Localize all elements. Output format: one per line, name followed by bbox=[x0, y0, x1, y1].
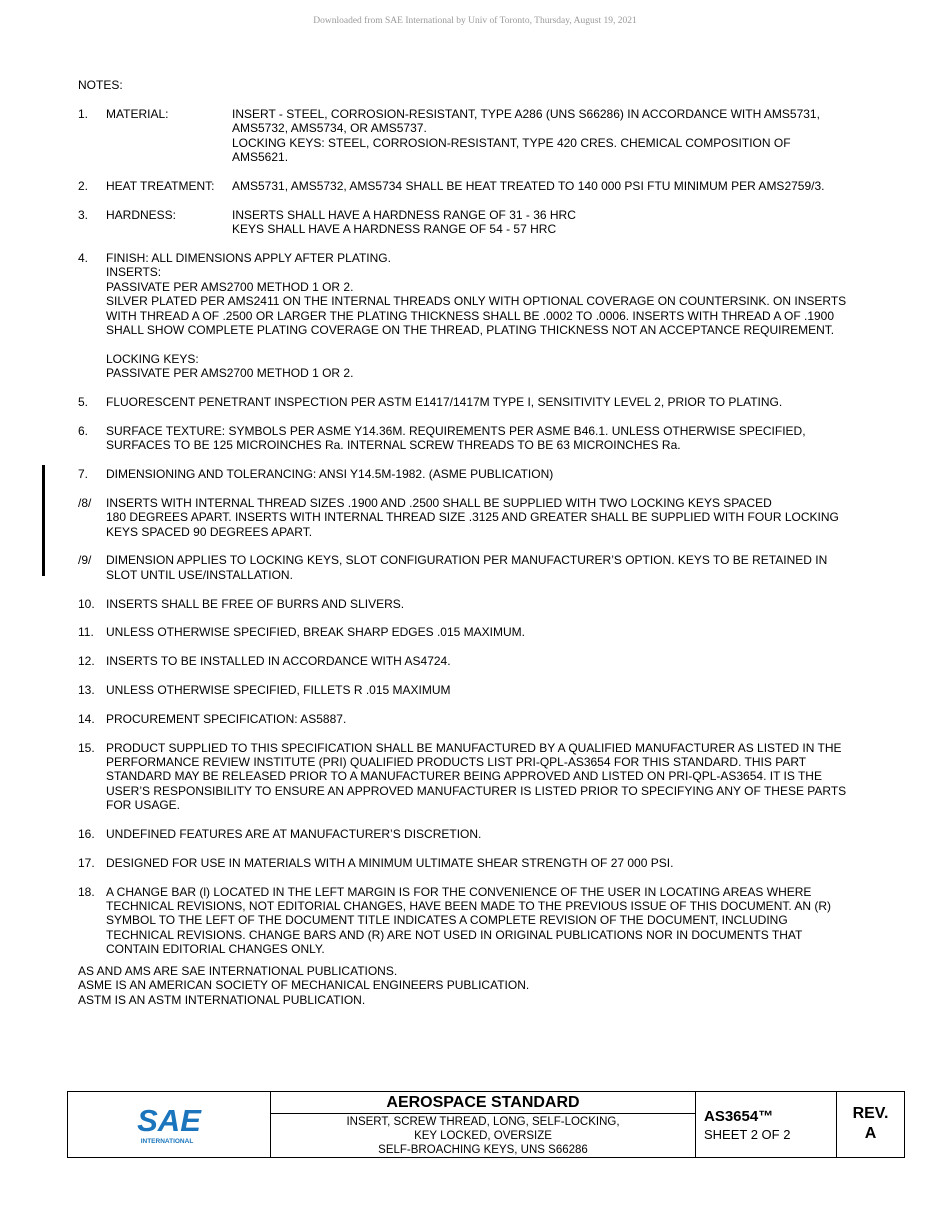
note-label: MATERIAL: bbox=[106, 107, 169, 121]
logo-subtext: INTERNATIONAL bbox=[140, 1137, 194, 1145]
note-line: INSERT - STEEL, CORROSION-RESISTANT, TYPE A286 (UNS S66286) IN ACCORDANCE WITH AMS5731, bbox=[232, 107, 820, 121]
note-line: 180 DEGREES APART. INSERTS WITH INTERNAL THREAD SIZE .3125 AND GREATER SHALL BE SUPPLIED WITH FOUR LOCKING bbox=[106, 510, 839, 525]
note-line: SYMBOL TO THE LEFT OF THE DOCUMENT TITLE INDICATES A COMPLETE REVISION OF THE DOCUMENT, INCLUDING bbox=[106, 913, 788, 928]
note-16 bbox=[78, 827, 883, 841]
note-number: 12. bbox=[78, 654, 95, 669]
note-3 bbox=[78, 208, 883, 237]
note-7 bbox=[78, 467, 883, 481]
note-line: LOCKING KEYS: bbox=[106, 351, 199, 366]
publication-line: ASME IS AN AMERICAN SOCIETY OF MECHANICAL ENGINEERS PUBLICATION. bbox=[78, 978, 530, 993]
description-line: SELF-BROACHING KEYS, UNS S66286 bbox=[378, 1144, 588, 1156]
note-line: AMS5621. bbox=[232, 150, 289, 165]
publication-line: ASTM IS AN ASTM INTERNATIONAL PUBLICATION. bbox=[78, 992, 366, 1007]
revision-value: A bbox=[864, 1125, 877, 1142]
note-line: A CHANGE BAR (l) LOCATED IN THE LEFT MARGIN IS FOR THE CONVENIENCE OF THE USER IN LOCATING AREAS WHERE bbox=[106, 884, 812, 899]
note-number: 4. bbox=[78, 251, 89, 266]
note-number: 2. bbox=[78, 179, 89, 194]
note-13 bbox=[78, 683, 883, 697]
notes-list bbox=[78, 107, 883, 971]
note-number: 6. bbox=[78, 423, 89, 438]
note-line: PERFORMANCE REVIEW INSTITUTE (PRI) QUALIFIED PRODUCTS LIST PRI-QPL-AS3654 FOR THIS STANDARD. THIS PART bbox=[106, 755, 807, 770]
note-10 bbox=[78, 597, 883, 611]
note-line: KEYS SPACED 90 DEGREES APART. bbox=[106, 524, 313, 539]
note-number: 10. bbox=[78, 596, 95, 611]
sheet-number: SHEET 2 OF 2 bbox=[704, 1127, 791, 1142]
note-8 bbox=[78, 496, 883, 539]
note-number: 14. bbox=[78, 711, 95, 726]
note-line: INSERTS TO BE INSTALLED IN ACCORDANCE WITH AS4724. bbox=[106, 654, 451, 669]
note-number: 13. bbox=[78, 683, 95, 698]
description-line: INSERT, SCREW THREAD, LONG, SELF-LOCKING, bbox=[346, 1116, 620, 1128]
sae-logo bbox=[134, 1103, 204, 1147]
logo-cell bbox=[68, 1092, 271, 1157]
note-line: FLUORESCENT PENETRANT INSPECTION PER ASTM E1417/1417M TYPE I, SENSITIVITY LEVEL 2, PRIOR TO PLATING. bbox=[106, 395, 783, 410]
note-line: DESIGNED FOR USE IN MATERIALS WITH A MINIMUM ULTIMATE SHEAR STRENGTH OF 27 000 PSI. bbox=[106, 855, 674, 870]
note-line: SLOT UNTIL USE/INSTALLATION. bbox=[106, 567, 293, 582]
note-1 bbox=[78, 107, 883, 165]
note-number: 17. bbox=[78, 855, 95, 870]
note-line: DIMENSION APPLIES TO LOCKING KEYS, SLOT CONFIGURATION PER MANUFACTURER’S OPTION. KEYS TO BE RETAINED IN bbox=[106, 553, 828, 568]
note-number: 7. bbox=[78, 467, 89, 482]
note-line: FOR USAGE. bbox=[106, 798, 181, 813]
note-15 bbox=[78, 741, 883, 813]
note-18 bbox=[78, 885, 883, 957]
note-line: USER’S RESPONSIBILITY TO ENSURE AN APPROVED MANUFACTURER IS LISTED PRIOR TO SPECIFYING ANY OF THESE PARTS bbox=[106, 783, 847, 798]
note-line: INSERTS SHALL HAVE A HARDNESS RANGE OF 31 - 36 HRC bbox=[232, 207, 576, 222]
note-line: UNDEFINED FEATURES ARE AT MANUFACTURER’S DISCRETION. bbox=[106, 827, 482, 842]
note-number: /9/ bbox=[78, 553, 92, 568]
note-line: TECHNICAL REVISIONS. CHANGE BARS AND (R) ARE NOT USED IN ORIGINAL PUBLICATIONS NOR IN DOCUMENTS THAT bbox=[106, 927, 803, 942]
note-line: AMS5731, AMS5732, AMS5734 SHALL BE HEAT TREATED TO 140 000 PSI FTU MINIMUM PER AMS2759/3. bbox=[232, 179, 825, 194]
note-line: AMS5732, AMS5734, OR AMS5737. bbox=[232, 121, 427, 136]
note-number: 1. bbox=[78, 107, 89, 121]
note-line: PRODUCT SUPPLIED TO THIS SPECIFICATION SHALL BE MANUFACTURED BY A QUALIFIED MANUFACTURER AS LISTED IN THE bbox=[106, 740, 842, 755]
note-line: TECHNICAL REVISIONS, NOT EDITORIAL CHANGES, HAVE BEEN MADE TO THE PREVIOUS ISSUE OF THIS DOCUMENT. AN (R) bbox=[106, 899, 832, 914]
note-line: UNLESS OTHERWISE SPECIFIED, BREAK SHARP EDGES .015 MAXIMUM. bbox=[106, 625, 525, 640]
title-cell bbox=[271, 1092, 696, 1157]
note-2 bbox=[78, 179, 883, 193]
note-line: KEYS SHALL HAVE A HARDNESS RANGE OF 54 - 57 HRC bbox=[232, 222, 557, 237]
note-line: PROCUREMENT SPECIFICATION: AS5887. bbox=[106, 711, 347, 726]
note-line: SHALL SHOW COMPLETE PLATING COVERAGE ON THE THREAD, PLATING THICKNESS NOT AN ACCEPTANCE REQUIREMENT. bbox=[106, 323, 835, 338]
note-line: CONTAIN EDITORIAL CHANGES ONLY. bbox=[106, 942, 325, 957]
note-4 bbox=[78, 251, 883, 381]
note-number: 5. bbox=[78, 395, 89, 410]
note-14 bbox=[78, 712, 883, 726]
description-line: KEY LOCKED, OVERSIZE bbox=[414, 1130, 552, 1142]
publication-line: AS AND AMS ARE SAE INTERNATIONAL PUBLICATIONS. bbox=[78, 964, 398, 978]
note-line: SURFACES TO BE 125 MICROINCHES Ra. INTERNAL SCREW THREADS TO BE 63 MICROINCHES Ra. bbox=[106, 438, 681, 453]
note-17 bbox=[78, 856, 883, 870]
note-line: PASSIVATE PER AMS2700 METHOD 1 OR 2. bbox=[106, 366, 354, 381]
note-number: 15. bbox=[78, 740, 95, 755]
download-watermark: Downloaded from SAE International by Univ of Toronto, Thursday, August 19, 2021 bbox=[313, 16, 637, 26]
note-number: 18. bbox=[78, 884, 95, 899]
revision-label: REV. bbox=[852, 1105, 889, 1122]
title-block bbox=[67, 1091, 905, 1158]
note-line: PASSIVATE PER AMS2700 METHOD 1 OR 2. bbox=[106, 279, 354, 294]
document-number: AS3654™ bbox=[704, 1108, 774, 1125]
note-line: DIMENSIONING AND TOLERANCING: ANSI Y14.5M-1982. (ASME PUBLICATION) bbox=[106, 467, 554, 482]
note-line: INSERTS: bbox=[106, 265, 162, 280]
note-line: WITH THREAD A OF .2500 OR LARGER THE PLATING THICKNESS SHALL BE .0002 TO .0006. INSERTS WITH THREAD A OF .1900 bbox=[106, 308, 835, 323]
note-9 bbox=[78, 553, 883, 582]
revision-cell bbox=[837, 1092, 904, 1157]
note-6 bbox=[78, 424, 883, 453]
change-bar bbox=[42, 465, 45, 576]
note-12 bbox=[78, 654, 883, 668]
note-11 bbox=[78, 625, 883, 639]
note-label: HARDNESS: bbox=[106, 207, 177, 222]
note-number: 11. bbox=[78, 625, 94, 640]
note-line: STANDARD MAY BE RELEASED PRIOR TO A MANUFACTURER BEING APPROVED AND LISTED ON PRI-QPL-AS3654. IT IS THE bbox=[106, 769, 822, 784]
notes-heading: NOTES: bbox=[78, 78, 123, 92]
document-cell bbox=[696, 1092, 837, 1157]
publication-notes bbox=[78, 964, 529, 1007]
part-description bbox=[271, 1114, 695, 1157]
note-line: UNLESS OTHERWISE SPECIFIED, FILLETS R .015 MAXIMUM bbox=[106, 683, 451, 698]
note-number: 3. bbox=[78, 207, 89, 222]
note-line: INSERTS SHALL BE FREE OF BURRS AND SLIVERS. bbox=[106, 596, 405, 611]
note-number: /8/ bbox=[78, 495, 92, 510]
note-line: FINISH: ALL DIMENSIONS APPLY AFTER PLATING. bbox=[106, 251, 391, 266]
note-line: SILVER PLATED PER AMS2411 ON THE INTERNAL THREADS ONLY WITH OPTIONAL COVERAGE ON COUNTERSINK. ON INSERTS bbox=[106, 294, 847, 309]
note-line: SURFACE TEXTURE: SYMBOLS PER ASME Y14.36M. REQUIREMENTS PER ASME B46.1. UNLESS OTHERWISE SPECIFIED, bbox=[106, 423, 806, 438]
note-5 bbox=[78, 395, 883, 409]
note-number: 16. bbox=[78, 827, 95, 842]
note-line: LOCKING KEYS: STEEL, CORROSION-RESISTANT, TYPE 420 CRES. CHEMICAL COMPOSITION OF bbox=[232, 135, 791, 150]
logo-text: SAE bbox=[137, 1102, 201, 1138]
note-label: HEAT TREATMENT: bbox=[106, 179, 215, 194]
note-line: INSERTS WITH INTERNAL THREAD SIZES .1900 AND .2500 SHALL BE SUPPLIED WITH TWO LOCKING KEYS SPACED bbox=[106, 495, 772, 510]
standard-heading: AEROSPACE STANDARD bbox=[271, 1092, 695, 1114]
